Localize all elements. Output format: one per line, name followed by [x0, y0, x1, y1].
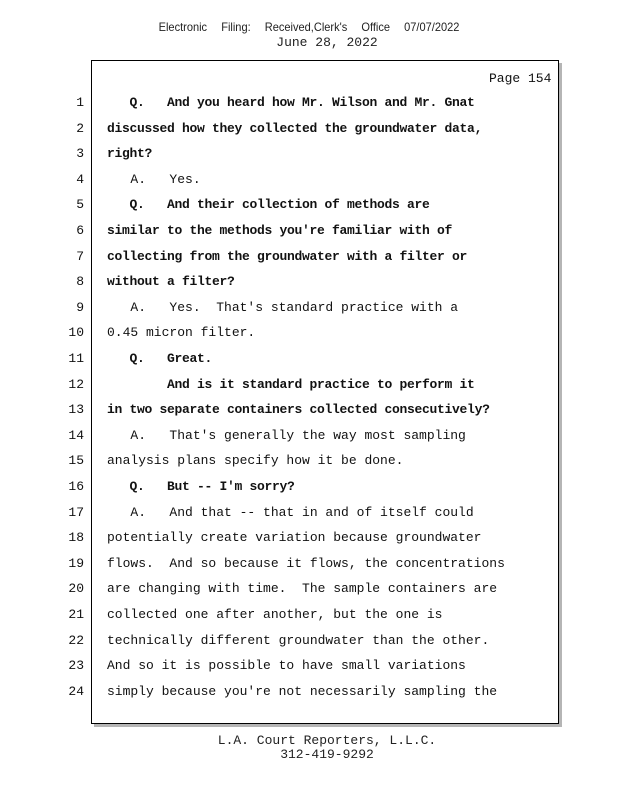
- question-line-text: right?: [107, 146, 153, 162]
- question-line-text: Q. Great.: [107, 351, 213, 366]
- answer-line-text: A. Yes.: [107, 171, 201, 187]
- line-number: 7: [76, 248, 84, 264]
- filing-stamp-part: Filing:: [221, 20, 251, 34]
- answer-line-text: And so it is possible to have small variations: [107, 658, 466, 674]
- question-line-text: And is it standard practice to perform it: [107, 376, 475, 392]
- answer-line-text: are changing with time. The sample containers are: [107, 581, 498, 597]
- reporter-phone: 312-419-9292: [280, 747, 374, 762]
- answer-line-text: A. And that -- that in and of itself could: [107, 504, 474, 520]
- page-number: Page 154: [489, 71, 552, 86]
- line-number: 5: [76, 197, 84, 213]
- answer-line-text: analysis plans specify how it be done.: [107, 453, 404, 469]
- line-number: 3: [76, 146, 84, 162]
- line-number: 6: [76, 223, 84, 238]
- line-number: 21: [68, 607, 84, 622]
- line-number: 18: [68, 530, 84, 546]
- question-line-text: collecting from the groundwater with a filter or: [107, 248, 468, 264]
- question-line-text: without a filter?: [107, 274, 235, 290]
- line-number: 10: [68, 325, 84, 341]
- answer-line-text: flows. And so because it flows, the concentrations: [107, 555, 505, 571]
- line-number: 11: [68, 351, 84, 366]
- question-line-text: Q. And you heard how Mr. Wilson and Mr. Gnat: [107, 95, 475, 110]
- line-number: 12: [68, 376, 84, 392]
- transcript-page-frame: [91, 60, 559, 724]
- line-number: 15: [68, 453, 84, 469]
- question-line-text: discussed how they collected the groundwater data,: [107, 120, 483, 136]
- filing-stamp: [25, 20, 594, 34]
- filing-stamp-part: 07/07/2022: [404, 20, 460, 34]
- line-number: 9: [76, 299, 84, 315]
- question-line-text: similar to the methods you're familiar with of: [107, 223, 453, 238]
- filing-stamp-part: Electronic: [158, 20, 208, 34]
- answer-line-text: 0.45 micron filter.: [107, 325, 256, 341]
- answer-line-text: A. Yes. That's standard practice with a: [107, 299, 459, 315]
- line-number: 23: [68, 658, 84, 674]
- line-number: 16: [68, 479, 84, 494]
- answer-line-text: simply because you're not necessarily sampling the: [107, 683, 498, 699]
- deposition-date: June 28, 2022: [276, 35, 378, 50]
- line-number: 4: [76, 171, 84, 187]
- line-number: 8: [76, 274, 84, 290]
- line-number: 2: [76, 120, 84, 136]
- line-number: 13: [68, 402, 84, 418]
- answer-line-text: potentially create variation because groundwater: [107, 530, 482, 546]
- line-number: 17: [68, 504, 84, 520]
- answer-line-text: A. That's generally the way most sampling: [107, 427, 466, 443]
- filing-stamp-part: Received,Clerk's: [264, 20, 348, 34]
- question-line-text: Q. But -- I'm sorry?: [107, 479, 295, 494]
- reporter-company: L.A. Court Reporters, L.L.C.: [217, 733, 437, 748]
- filing-stamp-part: Office: [361, 20, 391, 34]
- line-number: 14: [68, 427, 84, 443]
- line-number: 20: [68, 581, 84, 597]
- line-number: 1: [76, 95, 84, 110]
- line-number: 24: [68, 683, 84, 699]
- line-number: 19: [68, 555, 84, 571]
- question-line-text: Q. And their collection of methods are: [107, 197, 430, 213]
- answer-line-text: collected one after another, but the one is: [107, 607, 443, 622]
- question-line-text: in two separate containers collected consecutively?: [107, 402, 490, 418]
- answer-line-text: technically different groundwater than the other.: [107, 632, 490, 648]
- line-number: 22: [68, 632, 84, 648]
